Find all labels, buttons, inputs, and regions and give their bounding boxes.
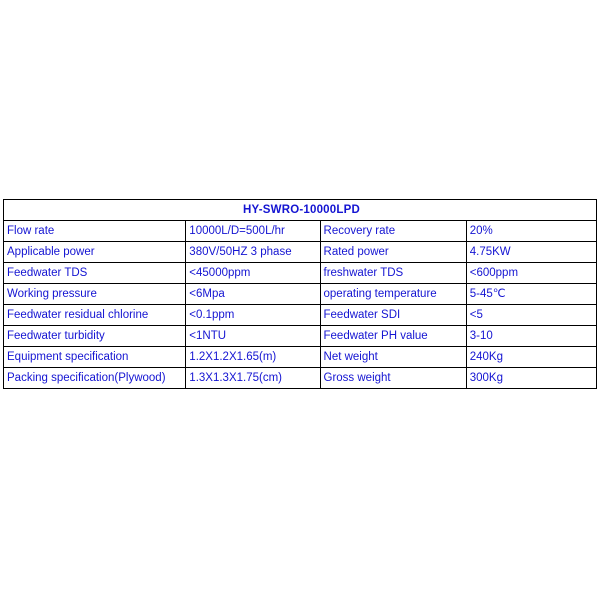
specification-table-body xyxy=(4,200,597,389)
row-label-working-pressure: Working pressure xyxy=(4,284,186,305)
table-row xyxy=(4,368,597,389)
table-row xyxy=(4,347,597,368)
row-value-gross-weight: 300Kg xyxy=(466,368,596,389)
row-value-net-weight: 240Kg xyxy=(466,347,596,368)
row-value-freshwater-tds: <600ppm xyxy=(466,263,596,284)
table-row xyxy=(4,221,597,242)
row-label-net-weight: Net weight xyxy=(320,347,466,368)
row-value-applicable-power: 380V/50HZ 3 phase xyxy=(186,242,320,263)
table-row xyxy=(4,326,597,347)
row-value-recovery-rate: 20% xyxy=(466,221,596,242)
row-label-operating-temperature: operating temperature xyxy=(320,284,466,305)
row-value-operating-temperature: 5-45℃ xyxy=(466,284,596,305)
table-row xyxy=(4,284,597,305)
row-label-flow-rate: Flow rate xyxy=(4,221,186,242)
row-value-equipment-specification: 1.2X1.2X1.65(m) xyxy=(186,347,320,368)
row-value-feedwater-sdi: <5 xyxy=(466,305,596,326)
table-row xyxy=(4,305,597,326)
row-label-equipment-specification: Equipment specification xyxy=(4,347,186,368)
row-value-packing-specification: 1.3X1.3X1.75(cm) xyxy=(186,368,320,389)
row-label-feedwater-turbidity: Feedwater turbidity xyxy=(4,326,186,347)
table-row xyxy=(4,263,597,284)
row-value-feedwater-residual-chlorine: <0.1ppm xyxy=(186,305,320,326)
product-model-title: HY-SWRO-10000LPD xyxy=(4,200,597,221)
row-value-rated-power: 4.75KW xyxy=(466,242,596,263)
row-value-flow-rate: 10000L/D=500L/hr xyxy=(186,221,320,242)
table-row xyxy=(4,242,597,263)
row-label-feedwater-residual-chlorine: Feedwater residual chlorine xyxy=(4,305,186,326)
row-label-applicable-power: Applicable power xyxy=(4,242,186,263)
row-label-feedwater-ph-value: Feedwater PH value xyxy=(320,326,466,347)
row-label-feedwater-sdi: Feedwater SDI xyxy=(320,305,466,326)
row-label-feedwater-tds: Feedwater TDS xyxy=(4,263,186,284)
row-label-rated-power: Rated power xyxy=(320,242,466,263)
row-value-feedwater-tds: <45000ppm xyxy=(186,263,320,284)
table-title-row xyxy=(4,200,597,221)
row-value-feedwater-ph-value: 3-10 xyxy=(466,326,596,347)
specification-table xyxy=(3,199,597,389)
row-value-feedwater-turbidity: <1NTU xyxy=(186,326,320,347)
row-label-gross-weight: Gross weight xyxy=(320,368,466,389)
row-label-recovery-rate: Recovery rate xyxy=(320,221,466,242)
row-label-freshwater-tds: freshwater TDS xyxy=(320,263,466,284)
row-label-packing-specification: Packing specification(Plywood) xyxy=(4,368,186,389)
specification-table-container xyxy=(3,199,597,389)
row-value-working-pressure: <6Mpa xyxy=(186,284,320,305)
